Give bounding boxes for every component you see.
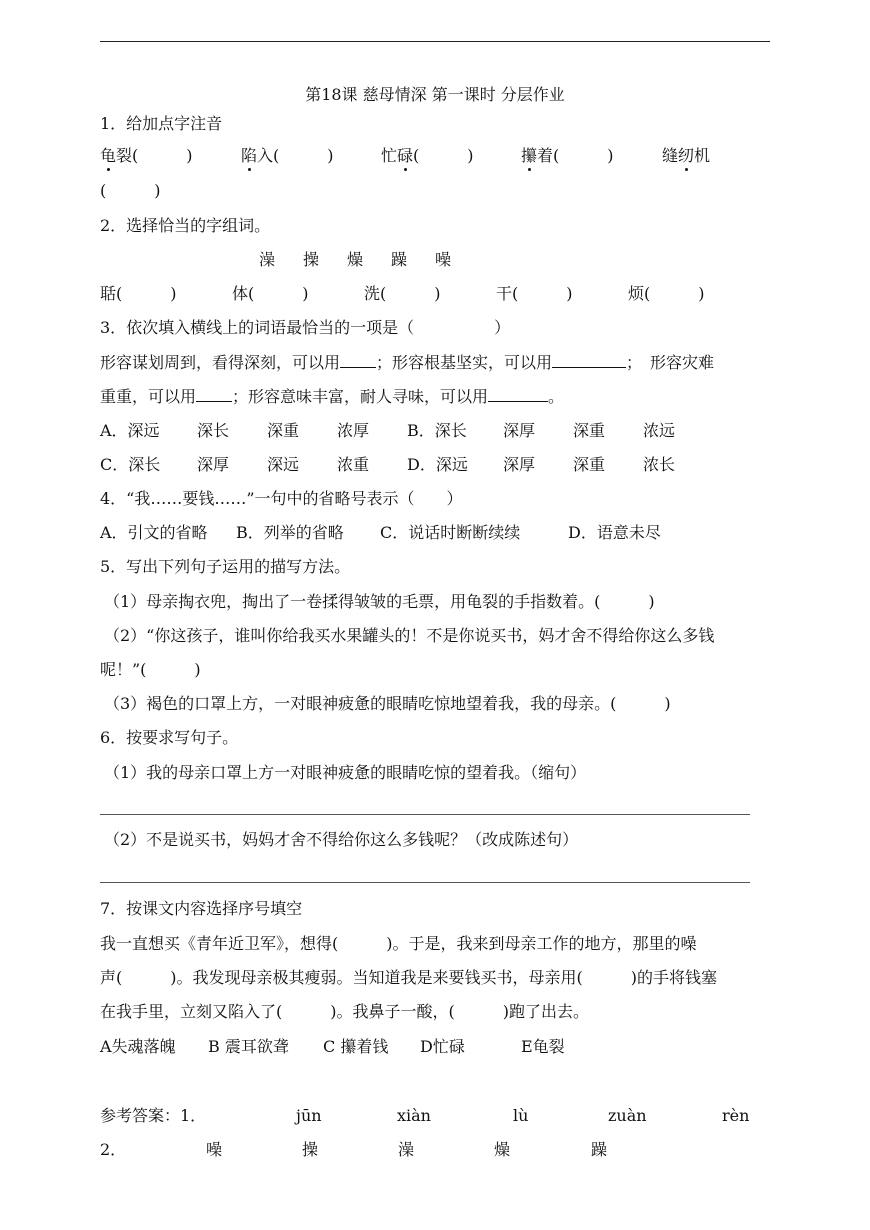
q5-sentence-1: （1）母亲掏衣兜，掏出了一卷揉得皱皱的毛票，用龟裂的手指数着。( ) — [104, 592, 655, 611]
q5-sentence-2: （2）“你这孩子，谁叫你给我买水果罐头的！不是你说买书，妈才舍不得给你这么多钱 — [104, 626, 715, 645]
q3-option: 浓重 — [337, 455, 370, 474]
q7-option: E龟裂 — [521, 1037, 565, 1056]
q4-option: B．列举的省略 — [236, 523, 344, 542]
q4-option: D．语意未尽 — [568, 523, 661, 542]
q1-item-5: 缝纫机 — [662, 146, 711, 165]
q4-option: C．说话时断断续续 — [380, 523, 521, 542]
answer-pinyin: rèn — [722, 1106, 750, 1125]
q4-heading: 4．“我……要钱……”一句中的省略号表示（ ） — [100, 489, 463, 508]
answer-char: 澡 — [398, 1140, 415, 1159]
q2-item: 烦( ) — [628, 284, 705, 303]
answer-char: 操 — [302, 1140, 319, 1159]
q2-char: 燥 — [347, 250, 364, 269]
q3-option: 深厚 — [503, 455, 536, 474]
answer-pinyin: zuàn — [608, 1106, 647, 1125]
q2-char: 躁 — [391, 250, 408, 269]
q3-option: 浓厚 — [337, 421, 370, 440]
q6-heading: 6．按要求写句子。 — [100, 728, 239, 747]
q1-item-4: 攥着( ) — [521, 146, 614, 165]
q2-item: 干( ) — [496, 284, 573, 303]
answer-label: 参考答案：1． — [100, 1106, 207, 1125]
q3-sentence-line1: 形容谋划周到，看得深刻，可以用 ；形容根基坚实，可以用 ； 形容灾难 — [100, 353, 715, 372]
q4-option: A．引文的省略 — [100, 523, 208, 542]
q7-passage-line1: 我一直想买《青年近卫军》，想得( )。于是，我来到母亲工作的地方，那里的噪 — [100, 934, 697, 953]
q1-heading: 1．给加点字注音 — [100, 114, 223, 133]
q7-passage-line3: 在我手里，立刻又陷入了( )。我鼻子一酸，( )跑了出去。 — [100, 1002, 589, 1021]
header-rule — [100, 41, 770, 42]
q3-heading: 3．依次填入横线上的词语最恰当的一项是（ ） — [100, 318, 511, 337]
q2-char: 澡 — [259, 250, 276, 269]
q3-option: 深重 — [267, 421, 300, 440]
answer-label-2: 2． — [100, 1140, 127, 1159]
q3-option: B．深长 — [407, 421, 467, 440]
q1-item-3: 忙碌( ) — [381, 146, 474, 165]
q3-option: C．深长 — [100, 455, 161, 474]
q3-option: 浓长 — [643, 455, 676, 474]
q1-item-1: 龟裂( ) — [100, 146, 193, 165]
answer-char: 噪 — [206, 1140, 223, 1159]
q2-char: 操 — [303, 250, 320, 269]
answer-pinyin: lù — [513, 1106, 529, 1125]
q5-sentence-3: （3）褐色的口罩上方，一对眼神疲惫的眼睛吃惊地望着我，我的母亲。( ) — [104, 694, 671, 713]
q7-option: A失魂落魄 — [100, 1037, 176, 1056]
q3-option: 深厚 — [503, 421, 536, 440]
q3-option: 深远 — [267, 455, 300, 474]
q2-item: 聒( ) — [100, 284, 177, 303]
q3-option: 深重 — [573, 421, 606, 440]
answer-char: 燥 — [494, 1140, 511, 1159]
q3-option: D．深远 — [407, 455, 468, 474]
q5-heading: 5．写出下列句子运用的描写方法。 — [100, 557, 351, 576]
q1-item-2: 陷入( ) — [241, 146, 334, 165]
q3-option: 深长 — [197, 421, 230, 440]
q7-option: B 震耳欲聋 — [208, 1037, 289, 1056]
q2-item: 体( ) — [232, 284, 309, 303]
q7-passage-line2: 声( )。我发现母亲极其瘦弱。当知道我是来要钱买书，母亲用( )的手将钱塞 — [100, 968, 717, 987]
answer-line — [100, 814, 750, 815]
q6-sentence-1: （1）我的母亲口罩上方一对眼神疲惫的眼睛吃惊的望着我。（缩句） — [104, 763, 587, 782]
q7-heading: 7．按课文内容选择序号填空 — [100, 899, 303, 918]
q7-option: D忙碌 — [420, 1037, 465, 1056]
page-title: 第18课 慈母情深 第一课时 分层作业 — [305, 85, 565, 104]
q1-item-5-blank: ( ) — [100, 181, 161, 200]
q3-option: 浓远 — [643, 421, 676, 440]
q3-sentence-line2: 重重，可以用 ；形容意味丰富，耐人寻味，可以用 。 — [100, 387, 565, 406]
q6-sentence-2: （2）不是说买书，妈妈才舍不得给你这么多钱呢？（改成陈述句） — [104, 830, 579, 849]
q5-sentence-2-cont: 呢！”( ) — [100, 660, 201, 679]
q2-char: 噪 — [435, 250, 452, 269]
q7-option: C 攥着钱 — [323, 1037, 389, 1056]
q3-option: A．深远 — [100, 421, 160, 440]
answer-char: 躁 — [591, 1140, 608, 1159]
q2-heading: 2．选择恰当的字组词。 — [100, 216, 271, 235]
answer-line — [100, 882, 750, 883]
answer-pinyin: jūn — [296, 1106, 322, 1125]
q2-item: 洗( ) — [364, 284, 441, 303]
q3-option: 深厚 — [197, 455, 230, 474]
q3-option: 深重 — [573, 455, 606, 474]
answer-pinyin: xiàn — [397, 1106, 431, 1125]
